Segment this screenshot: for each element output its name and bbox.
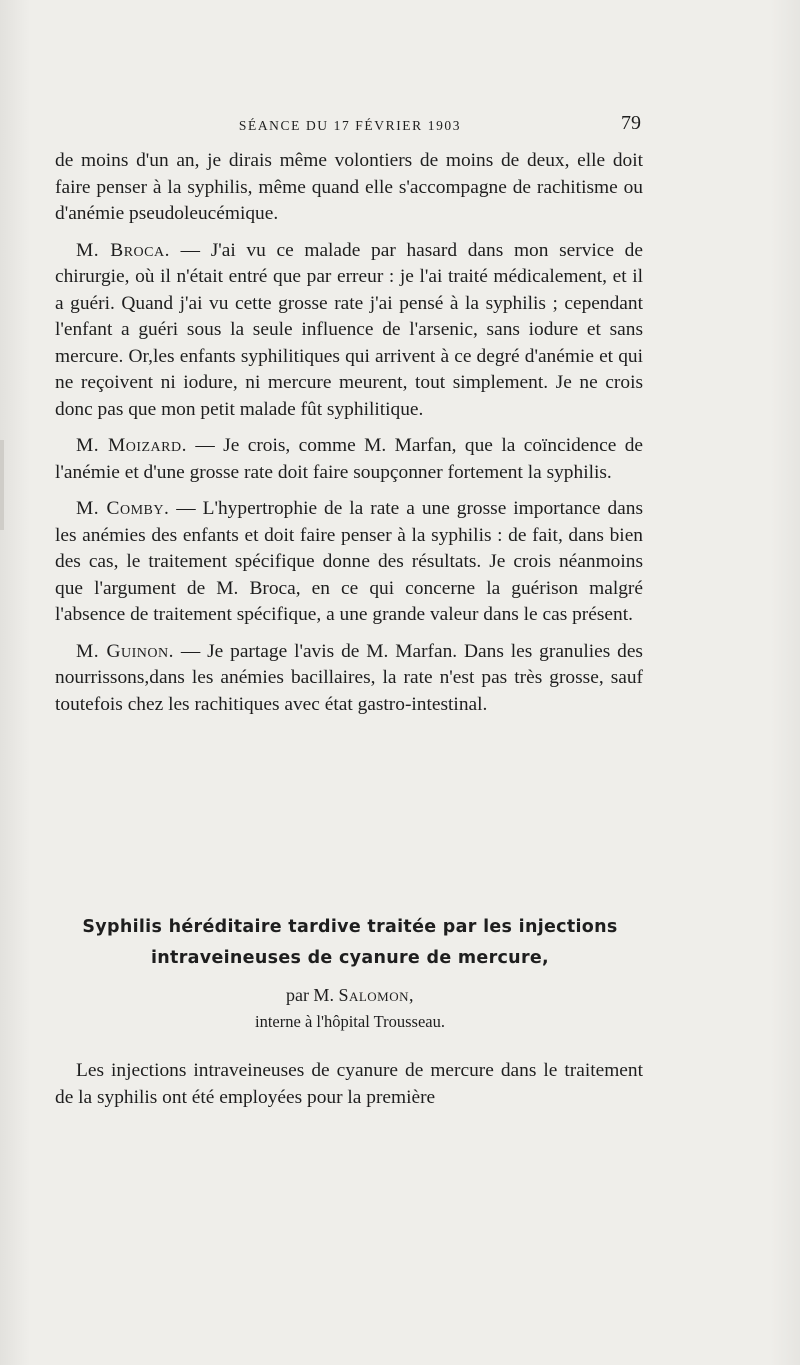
speaker-name: M. Guinon. [76,640,174,662]
binding-shadow [0,440,4,530]
discussion-text [55,148,643,718]
byline [55,982,645,1008]
byline-prefix: par M. [285,985,339,1005]
speaker-name: M. Broca. [76,239,170,261]
paragraph-guinon [55,639,643,719]
paragraph-comby [55,496,643,629]
paragraph-text: — J'ai vu ce malade par hasard dans mon service de chirurgie, où il n'était entré que par erreur : je l'ai traité médicalement, et il a guéri. Quand j'ai vu cette grosse rate j'ai pensé à la syphilis ; cependant l'enfant a guéri sous la seule influence de l'arsenic, sans iodure et sans mercure. Or,les enfants syphilitiques qui arrivent à ce degré d'anémie et qui ne reçoivent ni iodure, ni mercure meurent, tout simplement. Je ne crois donc pas que mon petit malade fût syphilitique. [55,239,643,420]
speaker-name: M. Comby. [76,498,170,519]
page-number: 79 [621,112,641,134]
paragraph-moizard [55,433,643,486]
paragraph-broca [55,238,643,424]
article-title-block [55,912,645,1034]
speaker-name: M. Moizard. [76,435,187,456]
paragraph-text: — Je crois, comme M. Marfan, que la coïncidence de l'anémie et d'une grosse rate doit faire soupçonner fortement la syphilis. [55,435,643,483]
article-first-paragraph: Les injections intraveineuses de cyanure de mercure dans le traitement de la syphilis ont été employées pour la première [55,1060,643,1108]
page-header [55,114,645,140]
article-title-line-1: Syphilis héréditaire tardive traitée par les injections [82,917,618,937]
paragraph-text: — Je partage l'avis de M. Marfan. Dans les granulies des nourrissons,dans les anémies bacillaires, la rate n'est pas très grosse, sauf toutefois chez les rachitiques avec état gastro-intestinal. [55,640,643,715]
article-body [55,1058,643,1111]
paragraph-text: — L'hypertrophie de la rate a une grosse importance dans les anémies des enfants et doit faire penser à la syphilis : de fait, dans bien des cas, le traitement spécifique donne des résultats. Je crois néanmoins que l'argument de M. Broca, en ce qui concerne la guérison malgré l'absence de traitement spécifique, a une grande valeur dans le cas présent. [55,498,643,625]
author-affiliation: interne à l'hôpital Trousseau. [255,1012,445,1031]
author-name: Salomon, [338,985,415,1005]
article-title-line-2: intraveineuses de cyanure de mercure, [150,948,549,968]
paragraph-text: de moins d'un an, je dirais même volontiers de moins de deux, elle doit faire penser à la syphilis, même quand elle s'accompagne de rachitisme ou d'anémie pseudoleucémique. [55,150,643,224]
paragraph-continuation [55,148,643,228]
running-head: SÉANCE DU 17 FÉVRIER 1903 [238,118,462,133]
